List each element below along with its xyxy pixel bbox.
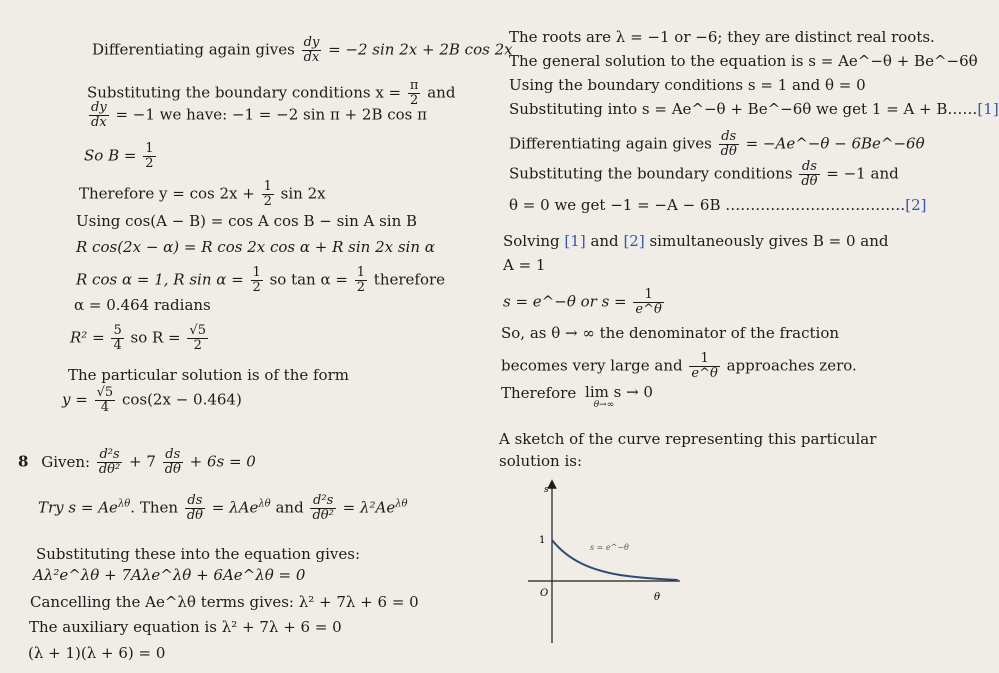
text: Substituting the boundary conditions x = (87, 83, 402, 102)
fraction-d2s-dtheta2: $\frac{\text{d²s}}{\text{dθ²}}$ (312, 493, 334, 523)
line-subst-ds (509, 160, 899, 189)
fraction-pi-2: $\frac{\pi}{2}$ (409, 78, 419, 108)
fraction-5-4: $\frac{5}{4}$ (113, 323, 122, 353)
text: = −2 sin 2x + 2B cos 2x (328, 40, 513, 59)
line-factorised: (λ + 1)(λ + 6) = 0 (28, 644, 166, 662)
text: so R = (130, 328, 181, 347)
line-eq2 (509, 196, 927, 214)
line-auxiliary: The auxiliary equation is λ² + 7λ + 6 = 0 (29, 618, 342, 636)
line-a-equals: A = 1 (503, 256, 546, 274)
text: Therefore y = cos 2x + (79, 184, 255, 203)
line-solving (503, 232, 888, 250)
text: Substituting into s = Ae^−θ + Be^−6θ we get 1 = A + B…… (509, 100, 978, 118)
origin-label: O (540, 588, 549, 599)
line-expansion: R cos(2x − α) = R cos 2x cos α + R sin 2x sin α (76, 238, 435, 256)
text: R cos α = 1, R sin α = (76, 270, 244, 289)
text: approaches zero. (726, 356, 857, 375)
line-so-as: So, as θ → ∞ the denominator of the fraction (501, 324, 840, 342)
text: θ = 0 we get −1 = −A − 6B ……………………………… (509, 196, 906, 214)
question-8-given (18, 448, 256, 477)
text: So B = (84, 146, 137, 165)
s-axis-label: s (544, 485, 549, 495)
text: Solving (503, 232, 560, 250)
fraction-ds-dtheta: $\frac{ds}{d\theta}$ (801, 159, 818, 189)
text: cos(2x − 0.464) (121, 390, 242, 409)
line-so-b (84, 142, 158, 171)
fraction-dy-dx: $\frac{dy}{dx}$ (303, 35, 320, 65)
line-particular-eq (62, 386, 242, 415)
text: Differentiating again gives (92, 40, 295, 59)
fraction-1-2: $\frac{1}{2}$ (145, 141, 154, 171)
reference-2: [2] (623, 232, 645, 250)
fraction-1-etheta: $\frac{1}{e\^{}\theta}$ (691, 351, 718, 381)
text: + 6s = 0 (189, 452, 256, 471)
line-substituting: Substituting these into the equation gives: (36, 545, 361, 563)
text: = −1 and (826, 164, 899, 183)
text: Try s = Ae (38, 498, 118, 517)
fraction-1-2: $\frac{1}{2}$ (263, 179, 272, 209)
text: Differentiating again gives (509, 134, 712, 153)
fraction-ds-dtheta: $\frac{ds}{d\theta}$ (164, 447, 181, 477)
limit-expression: lim s → 0 θ→∞ (585, 383, 653, 410)
line-general-solution: The general solution to the equation is s = Ae^−θ + Be^−6θ (509, 52, 978, 70)
line-r (70, 324, 210, 353)
fraction-ds-dtheta: $\frac{ds}{d\theta}$ (720, 129, 737, 159)
text: sin 2x (280, 184, 326, 203)
line-cancelling: Cancelling the Ae^λθ terms gives: λ² + 7λ + 6 = 0 (30, 593, 419, 611)
line-therefore (79, 180, 326, 209)
text: . Then (130, 498, 179, 517)
line-substituted-eq: Aλ²e^λθ + 7Aλe^λθ + 6Ae^λθ = 0 (33, 566, 306, 584)
text: = λ²Ae (342, 498, 396, 517)
reference-2: [2] (905, 196, 927, 214)
text: = −1 we have: −1 = −2 sin π + 2B cos π (115, 105, 428, 124)
line-roots: The roots are λ = −1 or −6; they are distinct real roots. (509, 28, 935, 46)
line-very-large (501, 352, 857, 381)
theta-axis-label: θ (654, 592, 661, 603)
line-try: Try $s = Ae^{\lambda\theta}$. Then $\frac{ds}{d\theta}$ = λAe$^{\lambda\theta}$ and $\frac{\text{d²s}}{\text{dθ²}}$ = $\lambda^2Ae^{\lambda\theta}$ (38, 493, 408, 523)
curve-label: s = e^−θ (590, 543, 629, 552)
fraction-root5-2: $\frac{√5}{2}$ (189, 323, 206, 353)
line-tan (76, 266, 445, 295)
reference-1: [1] (564, 232, 586, 250)
line-s-form (503, 288, 666, 317)
line-diff (92, 36, 513, 65)
text: therefore (373, 270, 446, 289)
one-label: 1 (539, 535, 546, 546)
fraction-d2s-dtheta2: $\frac{\text{d²s}}{\text{dθ²}}$ (98, 447, 121, 477)
text: and (275, 498, 304, 517)
line-boundary: Using the boundary conditions s = 1 and θ = 0 (509, 76, 866, 94)
text: y = (62, 390, 88, 409)
question-number: 8 (18, 452, 29, 471)
text: Therefore (501, 384, 577, 402)
text: and (590, 232, 619, 250)
text: Given: (41, 452, 91, 471)
line-particular: The particular solution is of the form (68, 366, 349, 384)
line-sketch-intro: A sketch of the curve representing this particular (499, 430, 877, 448)
text: s = e^−θ or s = (503, 292, 627, 311)
text: so tan α = (269, 270, 348, 289)
line-diff-s (509, 130, 925, 159)
text: becomes very large and (501, 356, 683, 375)
fraction-1-2: $\frac{1}{2}$ (356, 265, 366, 295)
reference-1: [1] (977, 100, 999, 118)
text: = λAe (211, 498, 259, 517)
text: and (427, 83, 456, 102)
text: simultaneously gives B = 0 and (649, 232, 889, 250)
line-limit (501, 384, 653, 410)
text: + 7 (129, 452, 156, 471)
fraction-root5-4: $\frac{√5}{4}$ (96, 385, 114, 415)
fraction-ds-dtheta: $\frac{ds}{d\theta}$ (186, 493, 203, 523)
line-eq1 (509, 100, 999, 118)
line-we-have (87, 101, 427, 130)
fraction-1-etheta: $\frac{1}{e\^{}\theta}$ (635, 287, 662, 317)
curve-sketch (520, 478, 700, 648)
fraction-dy-dx: $\frac{dy}{dx}$ (91, 100, 107, 130)
text: Substituting the boundary conditions (509, 164, 793, 183)
line-identity: Using cos(A − B) = cos A cos B − sin A sin B (76, 212, 418, 230)
line-solution-is: solution is: (499, 452, 583, 470)
line-alpha: α = 0.464 radians (74, 296, 211, 314)
text: = −Ae^−θ − 6Be^−6θ (745, 134, 925, 153)
text: R² = (70, 328, 105, 347)
fraction-1-2: $\frac{1}{2}$ (252, 265, 261, 295)
